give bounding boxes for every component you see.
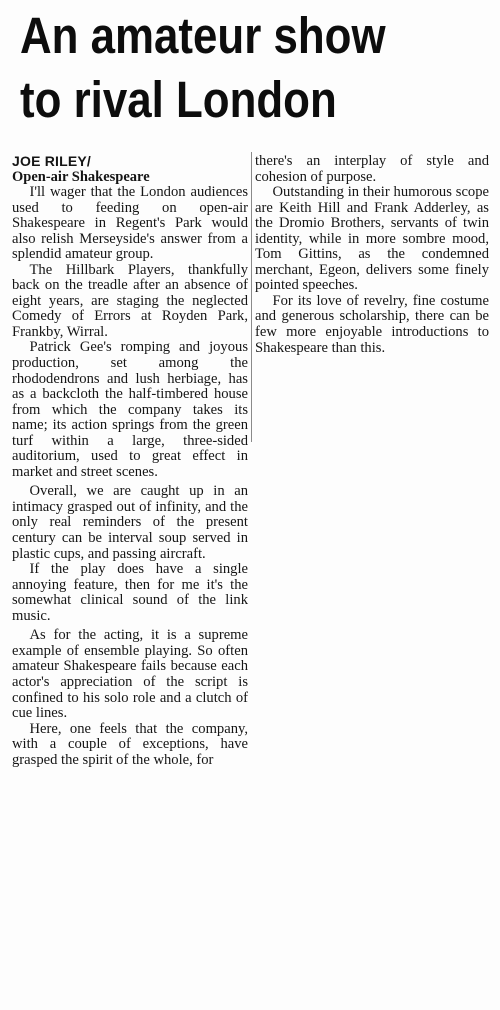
- paragraph: Patrick Gee's romping and joyous production, set among the rhododendrons and lush herbiage, has as a backcloth the half-timbered house from which the company takes its name; its action springs from the green turf within a large, three-sided auditorium, used to great effect in market and street scenes.: [12, 339, 248, 480]
- paragraph: I'll wager that the London audiences used to feeding on open-air Shakespeare in Regent's Park would also relish Merseyside's answer from a splendid amateur group.: [12, 184, 248, 263]
- paragraph: Here, one feels that the company, with a couple of exceptions, have grasped the spirit of the whole, for: [12, 720, 248, 768]
- column-divider: [251, 152, 252, 442]
- headline-line-2: to rival London: [20, 71, 337, 128]
- article-column-1: [12, 154, 248, 768]
- article-column-2: [255, 154, 489, 356]
- paragraph: As for the acting, it is a supreme example of ensemble playing. So often amateur Shakespeare fails because each actor's appreciation of the script is confined to his solo role and a clutch of cue lines.: [12, 627, 248, 722]
- headline: [20, 4, 424, 132]
- paragraph: Overall, we are caught up in an intimacy grasped out of infinity, and the only real reminders of the present century can be interval soup served in plastic cups, and passing aircraft.: [12, 483, 248, 562]
- paragraph: there's an interplay of style and cohesion of purpose.: [255, 153, 489, 185]
- paragraph: If the play does have a single annoying feature, then for me it's the somewhat clinical sound of the link music.: [12, 561, 248, 624]
- paragraph: The Hillbark Players, thankfully back on the treadle after an absence of eight years, are staging the neglected Comedy of Errors at Royden Park, Frankby, Wirral.: [12, 261, 248, 340]
- paragraph: For its love of revelry, fine costume and generous scholarship, there can be few more enjoyable introductions to Shakespeare than this.: [255, 292, 489, 356]
- headline-line-1: An amateur show: [20, 7, 386, 64]
- byline-author: JOE RILEY/: [12, 153, 92, 169]
- byline-section: Open-air Shakespeare: [12, 168, 150, 185]
- paragraph: Outstanding in their humorous scope are Keith Hill and Frank Adderley, as the Dromio Brothers, servants of twin identity, while in more sombre mood, Tom Gittins, as the condemned merchant, Egeon, delivers some finely pointed speeches.: [255, 184, 489, 294]
